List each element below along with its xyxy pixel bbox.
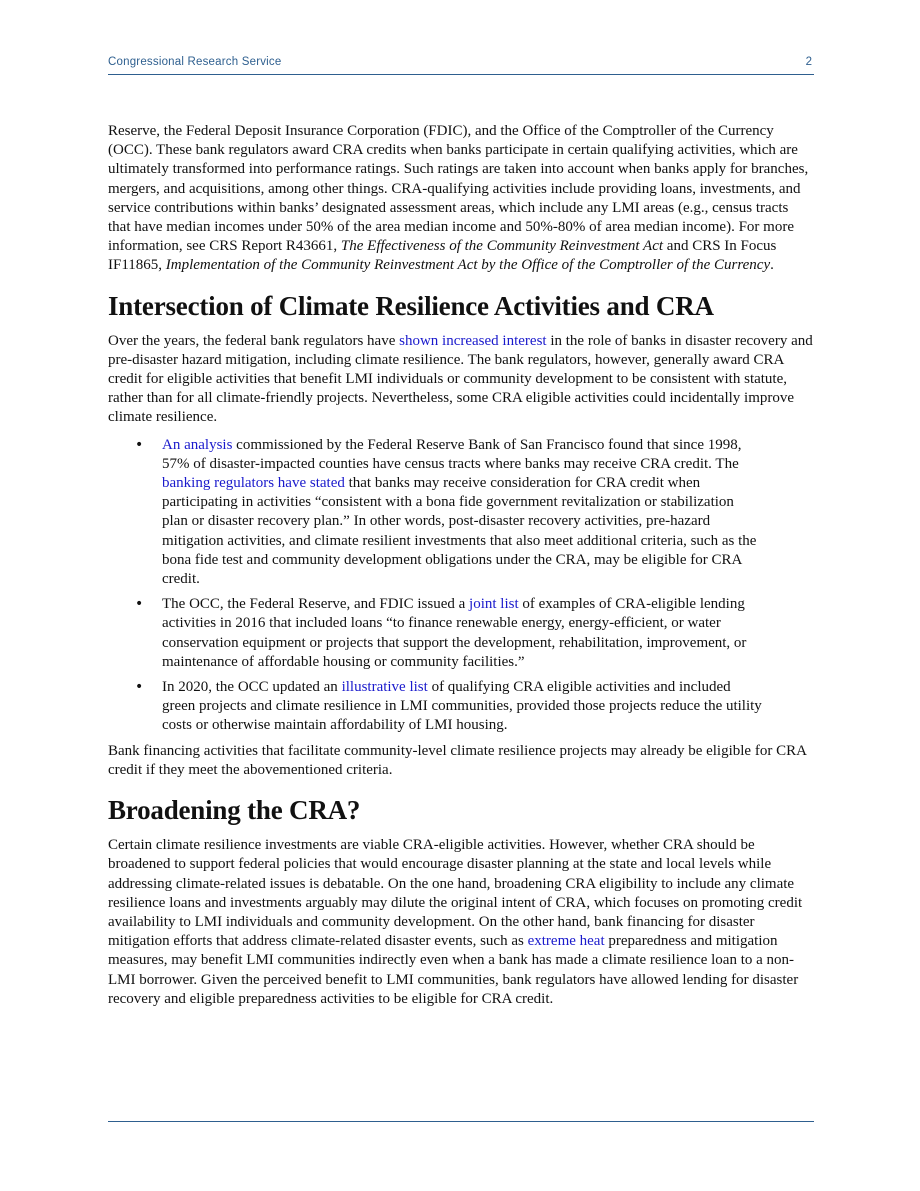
shown-increased-interest-link[interactable]: shown increased interest [399,332,547,349]
intro-infocus-title: Implementation of the Community Reinvestment Act by the Office of the Comptroller of the Currency [165,257,771,274]
section-heading-broadening: Broadening the CRA? [108,795,361,826]
section2-text-b: preparedness and mitigation measures, may benefit LMI communities indirectly even when a bank has made a climate resilience loan to a non-LMI borrower. Given the perceived benefit to LMI communities, bank regulators have allowed lending for disaster recovery and eligible preparedness activities to be eligible for CRA credit. [108,933,799,1007]
section-heading-climate-cra: Intersection of Climate Resilience Activities and CRA [108,290,714,321]
section1-paragraph [108,332,814,428]
document-body [108,122,814,1009]
intro-paragraph [108,122,814,276]
bullet-text: of qualifying CRA eligible activities and included green projects and climate resilience in LMI communities, provided those projects reduce the utility costs or otherwise maintain affordability of LMI housing. [162,679,762,734]
section2-paragraph [108,836,814,1009]
section1-closing-paragraph: Bank financing activities that facilitate community-level climate resilience projects may already be eligible for CRA credit if they meet the abovementioned criteria. [108,742,807,778]
list-item [162,595,762,672]
bullet-text: In 2020, the OCC updated an [162,679,342,696]
intro-report-title: The Effectiveness of the Community Reinvestment Act [340,238,664,255]
section1-text-b: in the role of banks in disaster recovery and pre-disaster hazard mitigation, including climate resilience. The bank regulators, however, generally award CRA credit for eligible activities that benefit LMI individuals or community development to be consistent with statute, rather than for all climate-friendly projects. Nevertheless, some CRA eligible activities could incidentally improve climate resilience. [108,332,813,426]
intro-end: . [770,257,774,274]
banking-regulators-link[interactable]: banking regulators have stated [162,475,345,492]
page-header [108,56,814,75]
intro-mid-text: and CRS In Focus IF11865, [108,238,777,274]
an-analysis-link[interactable]: An analysis [162,436,233,453]
bullet-text: that banks may receive consideration for CRA credit when participating in activities “consistent with a bona fide government revitalization or stabilization plan or disaster recovery plan.” In other words, post-disaster recovery activities, pre-hazard mitigation activities, and climate resilient investments that also meet additional criteria, such as the bona fide test and community development obligations under the CRA, may be eligible for CRA credit. [162,475,757,588]
section2-text-a: Certain climate resilience investments are viable CRA-eligible activities. However, whether CRA should be broadened to support federal policies that would encourage disaster planning at the state and local levels while addressing climate-related issues is debatable. On the one hand, broadening CRA eligibility to include any climate resilience loans and investments arguably may dilute the original intent of CRA, which focuses on promoting credit availability to LMI individuals and community development. On the other hand, bank financing for disaster mitigation efforts that address climate-related disaster events, such as [108,837,803,950]
list-item [162,678,762,736]
bullet-list [108,436,762,736]
extreme-heat-link[interactable]: extreme heat [527,933,605,950]
header-source: Congressional Research Service [108,56,282,68]
joint-list-link[interactable]: joint list [469,596,519,613]
bullet-text: of examples of CRA-eligible lending activities in 2016 that included loans “to finance renewable energy, energy-efficient, or water conservation equipment or projects that support the development, rehabilitation, improvement, or maintenance of affordable housing or community facilities.” [162,596,747,670]
page-number: 2 [805,56,812,68]
bullet-text: commissioned by the Federal Reserve Bank of San Francisco found that since 1998, 57% of disaster-impacted counties have census tracts where banks may receive CRA credit. The [162,436,742,472]
bullet-text: The OCC, the Federal Reserve, and FDIC issued a [162,596,470,613]
illustrative-list-link[interactable]: illustrative list [341,679,428,696]
section1-text-a: Over the years, the federal bank regulators have [108,332,400,349]
footer-rule [108,1121,814,1122]
list-item [162,436,762,590]
intro-text: Reserve, the Federal Deposit Insurance Corporation (FDIC), and the Office of the Comptroller of the Currency (OCC). These bank regulators award CRA credits when banks participate in certain qualifying activities, which are ultimately transformed into performance ratings. Such ratings are taken into account when banks apply for branches, mergers, and acquisitions, among other things. CRA-qualifying activities include providing loans, investments, and service contributions within banks’ designated assessment areas, which include any LMI areas (e.g., census tracts that have median incomes under 50% of the area median income and 50%-80% of area median income). For more information, see CRS Report R43661, [108,123,809,255]
